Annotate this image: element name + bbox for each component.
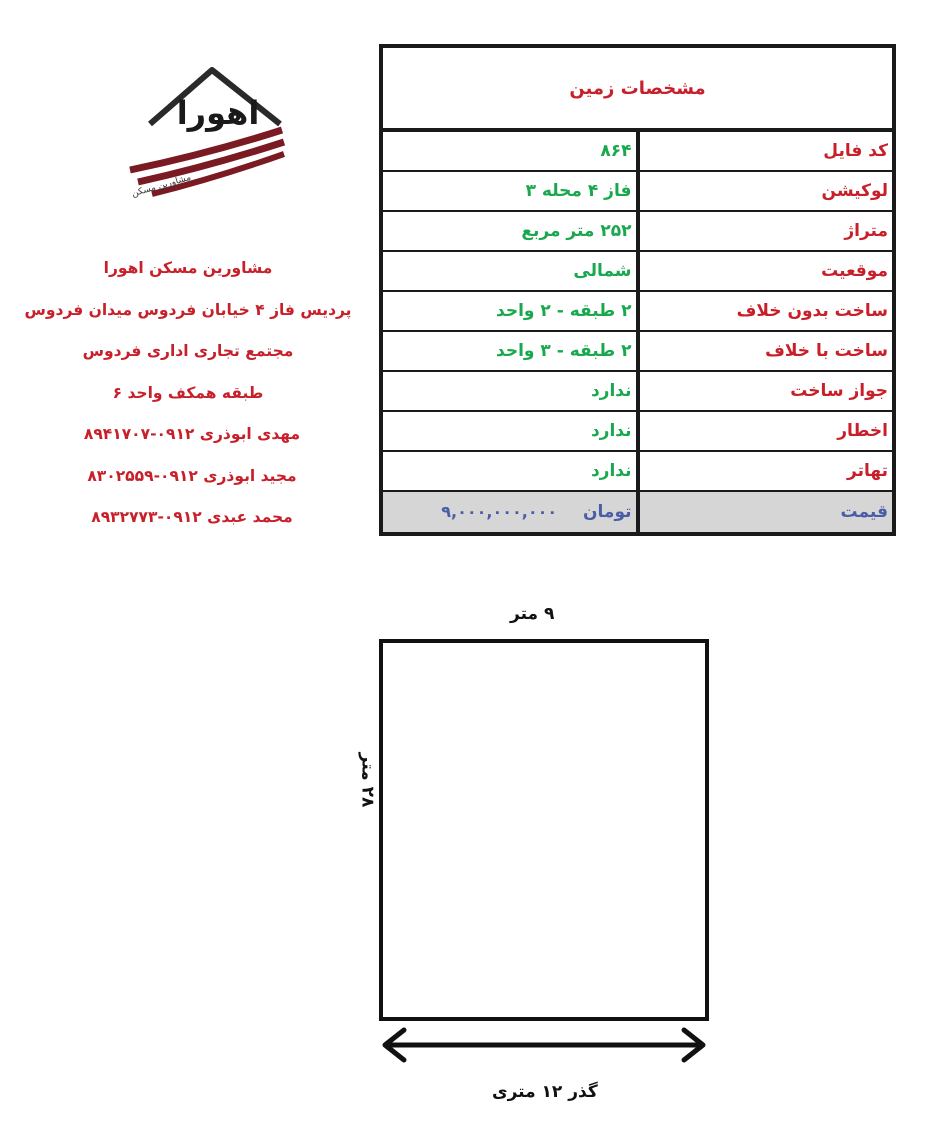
spec-label: کد فایل xyxy=(638,130,895,171)
table-row xyxy=(381,130,894,171)
contact-phone[interactable]: ۰۹۱۲-۸۹۳۲۷۷۳ xyxy=(91,508,202,526)
house-logo-icon xyxy=(112,62,290,212)
spec-value: ندارد xyxy=(381,411,638,451)
table-row xyxy=(381,211,894,251)
address-line-2: مجتمع تجاری اداری فردوس xyxy=(82,342,294,360)
address-line-1: پردیس فاز ۴ خیابان فردوس میدان فردوس xyxy=(24,300,352,319)
street-width-label: گذر ۱۲ متری xyxy=(492,1082,598,1102)
spec-label: ساخت با خلاف xyxy=(638,331,895,371)
spec-value: شمالی xyxy=(381,251,638,291)
spec-value: ۲ طبقه - ۲ واحد xyxy=(381,291,638,331)
contact-block xyxy=(20,258,356,549)
logo-tagline-text: مشاورین مسکن xyxy=(130,172,193,200)
spec-label: جواز ساخت xyxy=(638,371,895,411)
plot-outline xyxy=(379,639,709,1021)
contact-person xyxy=(20,466,356,486)
spec-label: ساخت بدون خلاف xyxy=(638,291,895,331)
agency-logo xyxy=(112,62,290,212)
price-row xyxy=(381,491,894,534)
land-specs-table xyxy=(379,44,896,536)
specs-title: مشخصات زمین xyxy=(381,46,894,130)
contact-phone[interactable]: ۰۹۱۲-۸۹۴۱۷۰۷ xyxy=(83,425,195,443)
spec-value: ۲ طبقه - ۳ واحد xyxy=(381,331,638,371)
table-row xyxy=(381,251,894,291)
spec-label: لوکیشن xyxy=(638,171,895,211)
contact-name: مهدی ابوذری xyxy=(199,425,301,443)
spec-value: ۸۶۴ xyxy=(381,130,638,171)
price-label: قیمت xyxy=(638,491,895,534)
double-arrow-icon xyxy=(378,1026,710,1064)
spec-label: اخطار xyxy=(638,411,895,451)
contact-phone[interactable]: ۰۹۱۲-۸۳۰۲۵۵۹ xyxy=(87,466,198,485)
contact-person xyxy=(20,507,356,527)
table-row xyxy=(381,331,894,371)
address-line-3: طبقه همکف واحد ۶ xyxy=(112,383,264,402)
spec-value: فاز ۴ محله ۳ xyxy=(381,171,638,211)
plot-length-label: ۲۸ متر xyxy=(357,752,378,808)
logo-brand-text: اهورا xyxy=(176,94,260,132)
plot-width-label: ۹ متر xyxy=(510,604,555,624)
spec-value: ندارد xyxy=(381,451,638,491)
table-row xyxy=(381,411,894,451)
contact-name: مجید ابوذری xyxy=(203,466,297,485)
spec-value: ۲۵۲ متر مربع xyxy=(381,211,638,251)
spec-value: ندارد xyxy=(381,371,638,411)
spec-label: متراژ xyxy=(638,211,895,251)
agency-name: مشاورین مسکن اهورا xyxy=(103,259,273,277)
price-value xyxy=(381,491,638,534)
price-amount: ۹,۰۰۰,۰۰۰,۰۰۰ xyxy=(441,502,558,521)
table-row xyxy=(381,171,894,211)
spec-label: موقعیت xyxy=(638,251,895,291)
table-row xyxy=(381,371,894,411)
table-row xyxy=(381,451,894,491)
price-unit: تومان xyxy=(583,502,632,522)
spec-label: تهاتر xyxy=(638,451,895,491)
table-row xyxy=(381,291,894,331)
contact-name: محمد عبدی xyxy=(207,508,293,526)
contact-person xyxy=(20,424,356,444)
